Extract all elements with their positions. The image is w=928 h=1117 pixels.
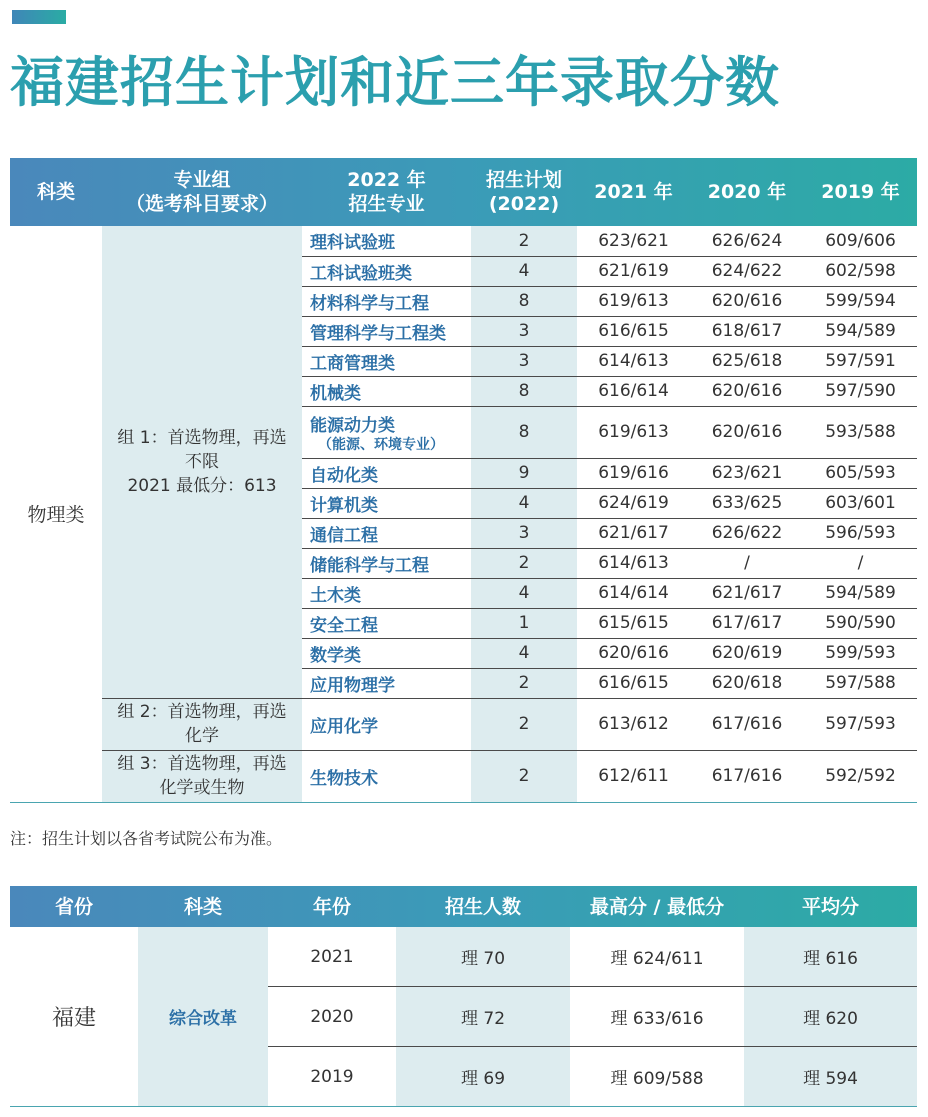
major-name-cell — [302, 518, 471, 548]
score-2021-cell: 619/613 — [577, 406, 690, 458]
plan-count-cell: 4 — [471, 638, 577, 668]
score-2020-cell: 633/625 — [690, 488, 804, 518]
plan-count-cell: 4 — [471, 488, 577, 518]
score-2019-cell: 599/593 — [804, 638, 917, 668]
year-cell: 2019 — [268, 1047, 396, 1107]
score-2019-cell: 594/589 — [804, 316, 917, 346]
col-header-count: 招生人数 — [444, 895, 521, 918]
score-2020-cell: 623/621 — [690, 458, 804, 488]
year-cell: 2020 — [268, 987, 396, 1047]
score-2021-cell: 624/619 — [577, 488, 690, 518]
score-2020-cell: 617/616 — [690, 698, 804, 750]
score-2019-cell: 602/598 — [804, 256, 917, 286]
score-2019-cell: 596/593 — [804, 518, 917, 548]
major-name: 管理科学与工程类 — [310, 323, 446, 344]
score-2019-cell: 597/588 — [804, 668, 917, 698]
plan-count-cell: 8 — [471, 286, 577, 316]
score-range-cell: 理 633/616 — [570, 987, 744, 1047]
score-2019-cell: 597/590 — [804, 376, 917, 406]
major-group-text: 组 1：首选物理，再选 — [117, 427, 287, 448]
score-2021-cell: 623/621 — [577, 226, 690, 256]
score-2020-cell: 618/617 — [690, 316, 804, 346]
major-name: 土木类 — [310, 585, 361, 606]
major-group-text: 化学或生物 — [159, 778, 245, 798]
major-name: 通信工程 — [310, 525, 378, 546]
major-name: 安全工程 — [310, 615, 378, 636]
score-range-cell: 理 609/588 — [570, 1047, 744, 1107]
major-name-cell — [302, 346, 471, 376]
major-name: 计算机类 — [310, 495, 378, 516]
plan-count-cell: 2 — [471, 698, 577, 750]
col-header-2021: 2021 年 — [594, 181, 673, 203]
major-name-cell — [302, 668, 471, 698]
score-2021-cell: 621/617 — [577, 518, 690, 548]
plan-count-cell: 2 — [471, 750, 577, 802]
score-2019-cell: 594/589 — [804, 578, 917, 608]
score-2019-cell: 599/594 — [804, 286, 917, 316]
average-cell: 理 594 — [744, 1047, 917, 1107]
score-2021-cell: 614/613 — [577, 548, 690, 578]
score-2020-cell: 620/616 — [690, 286, 804, 316]
score-2019-cell: 597/591 — [804, 346, 917, 376]
plan-count-cell: 2 — [471, 226, 577, 256]
col-header-2019: 2019 年 — [821, 181, 900, 203]
col-header-avg: 平均分 — [801, 895, 859, 918]
count-cell: 理 70 — [396, 927, 570, 987]
major-name-cell — [302, 698, 471, 750]
major-group-cell — [102, 698, 302, 750]
score-2021-cell: 619/616 — [577, 458, 690, 488]
major-group-cell — [102, 226, 302, 698]
major-name: 应用物理学 — [310, 675, 395, 696]
plan-count-cell: 8 — [471, 376, 577, 406]
major-name: 储能科学与工程 — [310, 555, 429, 576]
plan-count-cell: 3 — [471, 316, 577, 346]
province-cell: 福建 — [10, 927, 138, 1107]
plan-count-cell: 2 — [471, 668, 577, 698]
summary-row — [10, 927, 917, 987]
major-name-cell — [302, 406, 471, 458]
col-header-province: 省份 — [54, 895, 93, 918]
plan-count-cell: 1 — [471, 608, 577, 638]
plan-count-cell: 4 — [471, 578, 577, 608]
score-2020-cell: 617/616 — [690, 750, 804, 802]
major-name-cell — [302, 750, 471, 802]
score-range-cell: 理 624/611 — [570, 927, 744, 987]
score-2019-cell: 593/588 — [804, 406, 917, 458]
accent-bar — [12, 10, 66, 24]
score-2019-cell: 605/593 — [804, 458, 917, 488]
col-header-major: 2022 年 招生专业 — [347, 169, 426, 215]
major-name: 理科试验班 — [310, 233, 395, 254]
col-header-plan: 招生计划 (2022) — [485, 169, 562, 215]
count-cell: 理 69 — [396, 1047, 570, 1107]
score-2021-cell: 619/613 — [577, 286, 690, 316]
admission-summary-table — [10, 886, 917, 1107]
major-group-text: 2021 最低分：613 — [127, 475, 277, 496]
score-2021-cell: 621/619 — [577, 256, 690, 286]
score-2020-cell: / — [690, 548, 804, 578]
major-name-cell — [302, 608, 471, 638]
plan-count-cell: 2 — [471, 548, 577, 578]
score-2020-cell: 620/618 — [690, 668, 804, 698]
major-name-cell — [302, 376, 471, 406]
footnote: 注：招生计划以各省考试院公布为准。 — [10, 829, 283, 848]
table-row — [10, 226, 917, 256]
col-header-type: 科类 — [183, 895, 222, 918]
score-2019-cell: 590/590 — [804, 608, 917, 638]
score-2020-cell: 621/617 — [690, 578, 804, 608]
plan-count-cell: 4 — [471, 256, 577, 286]
score-2020-cell: 625/618 — [690, 346, 804, 376]
major-group-cell — [102, 750, 302, 802]
plan-count-cell: 3 — [471, 518, 577, 548]
summary-header-row — [10, 886, 917, 927]
table-row — [10, 698, 917, 750]
score-2019-cell: 609/606 — [804, 226, 917, 256]
average-cell: 理 620 — [744, 987, 917, 1047]
admission-score-table — [10, 158, 917, 803]
count-cell: 理 72 — [396, 987, 570, 1047]
score-2021-cell: 612/611 — [577, 750, 690, 802]
major-name-cell — [302, 316, 471, 346]
table-body — [10, 226, 917, 802]
score-2019-cell: / — [804, 548, 917, 578]
major-group-text: 化学 — [185, 726, 219, 746]
score-2020-cell: 620/619 — [690, 638, 804, 668]
score-2021-cell: 615/615 — [577, 608, 690, 638]
year-cell: 2021 — [268, 927, 396, 987]
category-cell: 物理类 — [10, 226, 102, 802]
major-name: 应用化学 — [310, 716, 378, 737]
score-2021-cell: 614/613 — [577, 346, 690, 376]
major-name-cell — [302, 226, 471, 256]
major-name-cell — [302, 286, 471, 316]
col-header-major-group: 专业组 （选考科目要求） — [125, 169, 278, 215]
major-name: 工科试验班类 — [310, 263, 412, 284]
major-name: 材料科学与工程 — [310, 293, 429, 314]
score-2021-cell: 616/615 — [577, 316, 690, 346]
major-name-cell — [302, 548, 471, 578]
major-group-text: 组 2：首选物理，再选 — [117, 702, 287, 722]
score-2021-cell: 620/616 — [577, 638, 690, 668]
score-2019-cell: 597/593 — [804, 698, 917, 750]
major-name: 自动化类 — [310, 465, 378, 486]
score-2020-cell: 620/616 — [690, 376, 804, 406]
major-subnote: （能源、环境专业） — [318, 436, 444, 453]
major-group-text: 组 3：首选物理，再选 — [117, 754, 287, 774]
score-2020-cell: 626/624 — [690, 226, 804, 256]
major-name-cell — [302, 638, 471, 668]
score-2020-cell: 626/622 — [690, 518, 804, 548]
score-2021-cell: 616/614 — [577, 376, 690, 406]
col-header-category: 科类 — [36, 181, 75, 203]
score-2020-cell: 624/622 — [690, 256, 804, 286]
major-name: 工商管理类 — [310, 353, 395, 374]
major-name-cell — [302, 488, 471, 518]
page-title: 福建招生计划和近三年录取分数 — [10, 51, 780, 114]
major-name-cell — [302, 458, 471, 488]
score-2020-cell: 617/617 — [690, 608, 804, 638]
type-cell: 综合改革 — [138, 927, 268, 1107]
col-header-year: 年份 — [312, 895, 351, 918]
score-2021-cell: 614/614 — [577, 578, 690, 608]
plan-count-cell: 9 — [471, 458, 577, 488]
score-2019-cell: 603/601 — [804, 488, 917, 518]
col-header-2020: 2020 年 — [707, 181, 787, 203]
plan-count-cell: 8 — [471, 406, 577, 458]
major-name: 数学类 — [310, 645, 361, 666]
plan-count-cell: 3 — [471, 346, 577, 376]
score-2019-cell: 592/592 — [804, 750, 917, 802]
major-name-cell — [302, 578, 471, 608]
summary-body — [10, 927, 917, 1107]
major-name: 机械类 — [310, 383, 361, 404]
score-2021-cell: 616/615 — [577, 668, 690, 698]
score-2020-cell: 620/616 — [690, 406, 804, 458]
major-name: 生物技术 — [310, 768, 378, 789]
table-row — [10, 750, 917, 802]
major-group-text: 不限 — [185, 451, 219, 472]
score-2021-cell: 613/612 — [577, 698, 690, 750]
average-cell: 理 616 — [744, 927, 917, 987]
major-name-cell — [302, 256, 471, 286]
table-header-row — [10, 158, 917, 226]
col-header-score: 最高分 / 最低分 — [589, 895, 725, 918]
major-name: 能源动力类 — [310, 415, 395, 436]
